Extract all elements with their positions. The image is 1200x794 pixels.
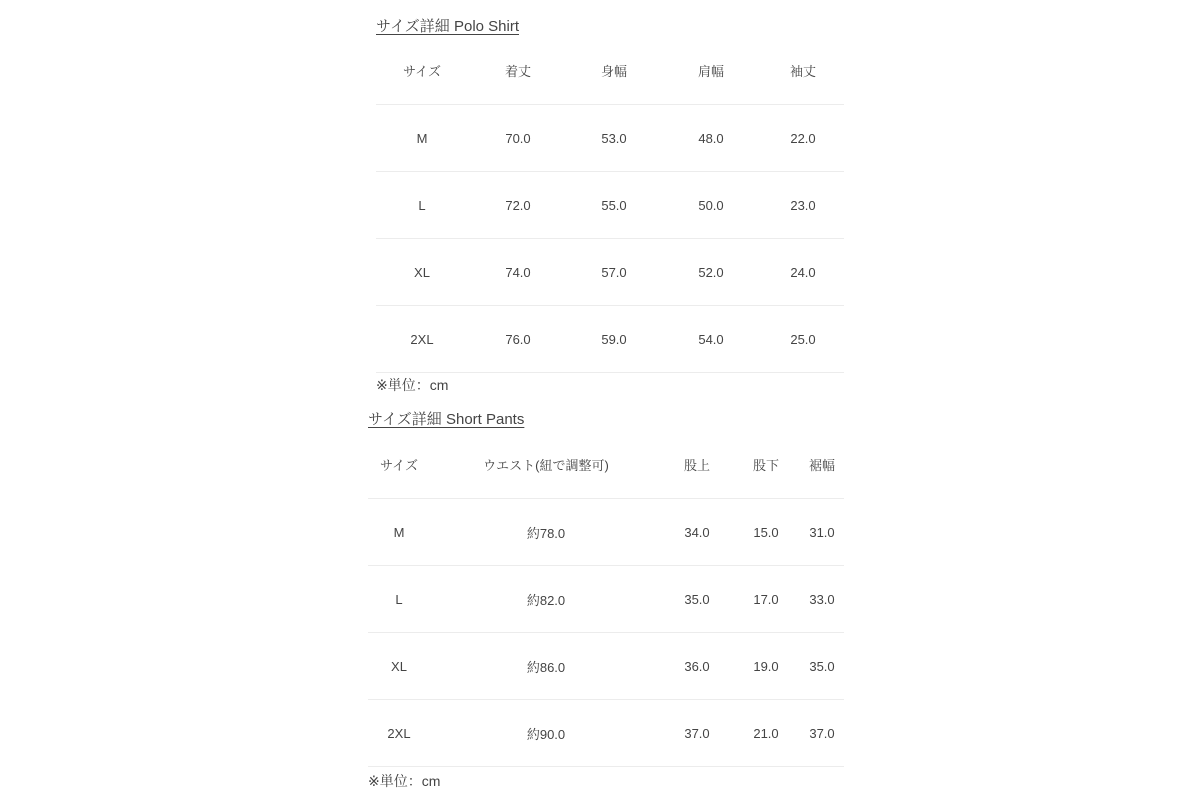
table-cell: 24.0 [762,239,844,306]
table-cell: L [376,172,468,239]
table-cell: 約82.0 [430,566,662,633]
table-cell: 53.0 [568,105,660,172]
table-cell: 35.0 [662,566,732,633]
pants-size-table [368,431,844,767]
table-cell: 35.0 [800,633,844,700]
table-cell: 約90.0 [430,700,662,767]
table-cell: 34.0 [662,499,732,566]
table-row [368,499,844,566]
table-cell: 55.0 [568,172,660,239]
table-cell: 17.0 [732,566,800,633]
column-header-size: サイズ [376,37,468,105]
table-cell: 48.0 [660,105,762,172]
column-header-sleeve-length: 袖丈 [762,37,844,105]
table-row [376,239,844,306]
table-header-row [368,431,844,499]
table-cell: 59.0 [568,306,660,373]
table-cell: M [368,499,430,566]
table-cell: XL [376,239,468,306]
table-cell: 33.0 [800,566,844,633]
polo-unit-note: ※単位：cm [376,377,449,393]
table-cell: 72.0 [468,172,568,239]
column-header-chest-width: 身幅 [568,37,660,105]
table-cell: 22.0 [762,105,844,172]
table-row [376,172,844,239]
table-cell: 37.0 [662,700,732,767]
table-cell: 21.0 [732,700,800,767]
table-cell: 70.0 [468,105,568,172]
table-cell: 25.0 [762,306,844,373]
column-header-size: サイズ [368,431,430,499]
table-row [368,633,844,700]
table-cell: XL [368,633,430,700]
table-row [368,700,844,767]
table-cell: 2XL [376,306,468,373]
polo-size-table [376,37,844,373]
column-header-rise: 股上 [662,431,732,499]
column-header-length: 着丈 [468,37,568,105]
column-header-waist: ウエスト(紐で調整可) [430,431,662,499]
table-cell: 74.0 [468,239,568,306]
table-cell: 31.0 [800,499,844,566]
table-cell: M [376,105,468,172]
column-header-hem-width: 裾幅 [800,431,844,499]
table-row [376,105,844,172]
table-cell: 52.0 [660,239,762,306]
table-header-row [376,37,844,105]
polo-size-title: サイズ詳細 Polo Shirt [376,18,519,35]
table-cell: 23.0 [762,172,844,239]
pants-size-title: サイズ詳細 Short Pants [368,411,525,428]
table-cell: 37.0 [800,700,844,767]
table-cell: 57.0 [568,239,660,306]
table-cell: 約78.0 [430,499,662,566]
table-cell: 76.0 [468,306,568,373]
table-cell: 50.0 [660,172,762,239]
table-cell: 36.0 [662,633,732,700]
table-cell: L [368,566,430,633]
table-row [368,566,844,633]
table-cell: 54.0 [660,306,762,373]
table-cell: 2XL [368,700,430,767]
table-row [376,306,844,373]
table-cell: 約86.0 [430,633,662,700]
pants-unit-note: ※単位：cm [368,773,441,789]
column-header-inseam: 股下 [732,431,800,499]
table-cell: 15.0 [732,499,800,566]
table-cell: 19.0 [732,633,800,700]
column-header-shoulder-width: 肩幅 [660,37,762,105]
